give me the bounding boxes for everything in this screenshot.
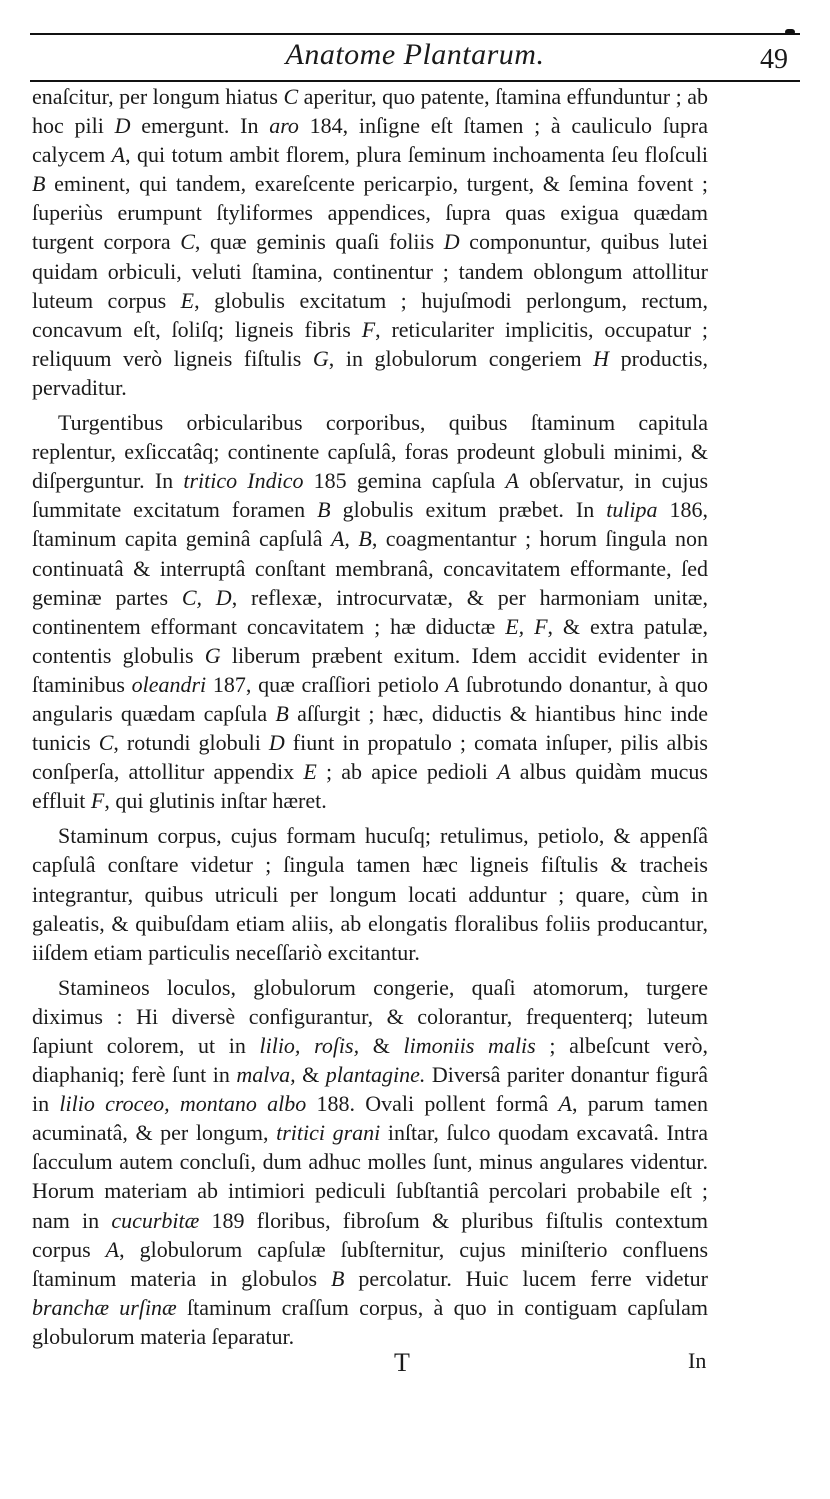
text-run: , parum tamen acuminatâ, & per longum, [32,1091,708,1146]
text-run: fiunt in propatulo ; comata inſuper, pilis albis conſperſa, attollitur appendix [32,730,708,785]
text-run: 188. Ovali pollent formâ [306,1091,559,1117]
text-run: componuntur, quibus lutei quidam orbiculi, veluti ſtamina, continentur ; tandem oblongum attollitur luteum corpus [32,229,708,313]
italic-run: G [312,345,329,371]
text-run: emergunt. In [130,113,270,139]
italic-run: lilio, roſis, [259,1033,360,1058]
italic-run: C [98,730,114,756]
text-run: & [295,1062,326,1088]
italic-run: D [268,730,285,756]
italic-run: cucurbitæ [111,1207,200,1233]
text-run: aſſurgit ; hæc, diductis & hiantibus hinc inde tunicis [32,700,709,756]
text-run: albus quidàm mucus effluit [32,759,708,814]
text-run: Diversâ pariter donantur figurâ in [32,1062,708,1117]
catchword: In [688,1348,707,1373]
text-run: eminent, qui tandem, exareſcente pericarpio, turgent, & ſemina fovent ; ſuperiùs erumpunt ſtyliformes appendices, ſupra quas exigua quædam turgent corpora [32,171,708,255]
italic-run: C, D [181,584,232,610]
text-run: , qui totum ambit florem, plura ſeminum inchoamenta ſeu floſculi [125,142,708,168]
page-number: 49 [760,44,788,75]
italic-run: A, B [330,526,372,552]
text-run: , in globulorum congeriem [328,345,594,371]
text-run: enaſcitur, per longum hiatus [32,84,284,109]
italic-run: E [303,759,317,785]
italic-run: limoniis malis [403,1033,536,1058]
text-run: percolatur. Huic lucem ferre videtur [344,1265,708,1291]
text-run: aperitur, quo patente, ſtamina effunduntur ; ab hoc pili [32,84,708,139]
italic-run: E, F [505,613,548,639]
italic-run: A [105,1236,120,1262]
text-run: Staminum corpus, cujus formam hucuſq; retulimus, petiolo, & appenſâ capſulâ conſtare videtur ; ſingula tamen hæc ligneis fiſtulis & tracheis integrantur, quibus utriculi per longum locati adduntur ; quare, cùm in galeatis, & quibuſdam etiam aliis, ab elongatis floralibus foliis producantur, iiſdem etiam particulis neceſſariò excitantur. [32,823,708,965]
text-run: productis, pervaditur. [32,345,708,400]
italic-run: H [593,345,610,371]
text-run: inſtar, ſulco quodam excavatâ. Intra ſacculum autem concluſi, dum adhuc molles ſunt, minus angulares videntur. Horum materiam ab intimiori pediculi ſubſtantiâ percolari probabile eſt ; nam in [32,1120,709,1233]
text-run: , & extra patulæ, contentis globulis [32,613,708,668]
text-run: 185 gemina capſula [303,468,506,494]
italic-run: A [111,142,126,168]
paragraph-1 [32,82,708,402]
italic-run: C [283,84,299,109]
italic-run: branchæ urſinæ [32,1294,177,1320]
text-run: , reticulariter implicitis, occupatur ; reliquum verò ligneis fiſtulis [32,316,708,371]
text-run: 187, quæ craſſiori petiolo [206,671,446,697]
italic-run: malva, [236,1062,296,1088]
italic-run: C [180,229,195,255]
signature-mark: T [394,1348,410,1377]
italic-run: F [361,316,376,342]
italic-run: tritico Indico [183,468,304,494]
text-run: 186, ſtaminum capita geminâ capſulâ [32,497,709,552]
italic-run: tritici grani [276,1120,381,1146]
paragraph-4 [32,973,708,1351]
italic-run: A [497,759,511,785]
text-run: , qui glutinis inſtar hæret. [104,788,327,814]
body-text [32,82,708,1357]
italic-run: tulipa [606,497,658,523]
italic-run: lilio croceo, montano albo [59,1091,307,1117]
running-title: Anatome Plantarum. [285,38,545,71]
text-run: obſervatur, in cujus ſummitate excitatum foramen [32,468,709,523]
italic-run: B [330,1265,345,1291]
text-run: , quæ geminis quaſi foliis [194,229,444,255]
top-rule-ornament [785,29,795,35]
text-run: , globulorum capſulæ ſubſternitur, cujus miniſterio confluens ſtaminum materia in globulos [32,1236,709,1291]
text-run: 184, inſigne eſt ſtamen ; à cauliculo ſupra calycem [32,113,708,168]
text-run: liberum præbent exitum. Idem accidit evidenter in ſtaminibus [32,642,709,697]
text-run: , rotundi globuli [113,730,269,756]
text-run: globulis exitum præbet. In [330,497,607,523]
italic-run: D [114,113,131,139]
text-run: , coagmentantur ; horum ſingula non continuatâ & interruptâ conſtant membranâ, concavitatem efformante, ſed geminæ partes [32,526,708,610]
text-run: ſtaminum craſſum corpus, à quo in contiguam capſulam globulorum materia ſeparatur. [32,1294,709,1349]
text-run: Turgentibus orbicularibus corporibus, quibus ſtaminum capitula replentur, exſiccatâq; continente capſulâ, foras prodeunt globuli minimi, & diſperguntur. In [32,410,708,494]
italic-run: A [558,1091,572,1117]
text-run: Stamineos loculos, globulorum congerie, quaſi atomorum, turgere diximus : Hi diversè configurantur, & colorantur, frequenterq; luteum ſapiunt colorem, ut in [32,974,708,1058]
paragraph-3 [32,821,708,966]
italic-run: B [317,497,331,523]
italic-run: A [505,468,519,494]
italic-run: E [180,287,195,313]
text-run: & [359,1033,404,1058]
text-run: ; albeſcunt verò, diaphaniq; ferè ſunt in [32,1033,708,1088]
italic-run: oleandri [131,671,207,697]
text-run: ſubrotundo donantur, à quo angularis quædam capſula [32,671,709,726]
text-run: 189 floribus, fibroſum & pluribus fiſtulis contextum corpus [32,1207,709,1262]
text-run: , reflexæ, introcurvatæ, & per harmoniam unitæ, continentem efformant concavitatem ; hæ diductæ [32,584,708,639]
text-run: , globulis excitatum ; hujuſmodi perlongum, rectum, concavum eſt, ſoliſq; ligneis fibris [32,287,708,342]
italic-run: D [443,229,460,255]
top-rule [30,33,800,35]
italic-run: aro [269,113,299,139]
paragraph-2 [32,408,708,815]
italic-run: G [204,642,221,668]
italic-run: B [275,700,289,726]
italic-run: F [90,788,105,814]
italic-run: A [445,671,460,697]
italic-run: plantagine. [325,1062,426,1088]
text-run: ; ab apice pedioli [316,759,498,785]
italic-run: B [32,171,46,197]
